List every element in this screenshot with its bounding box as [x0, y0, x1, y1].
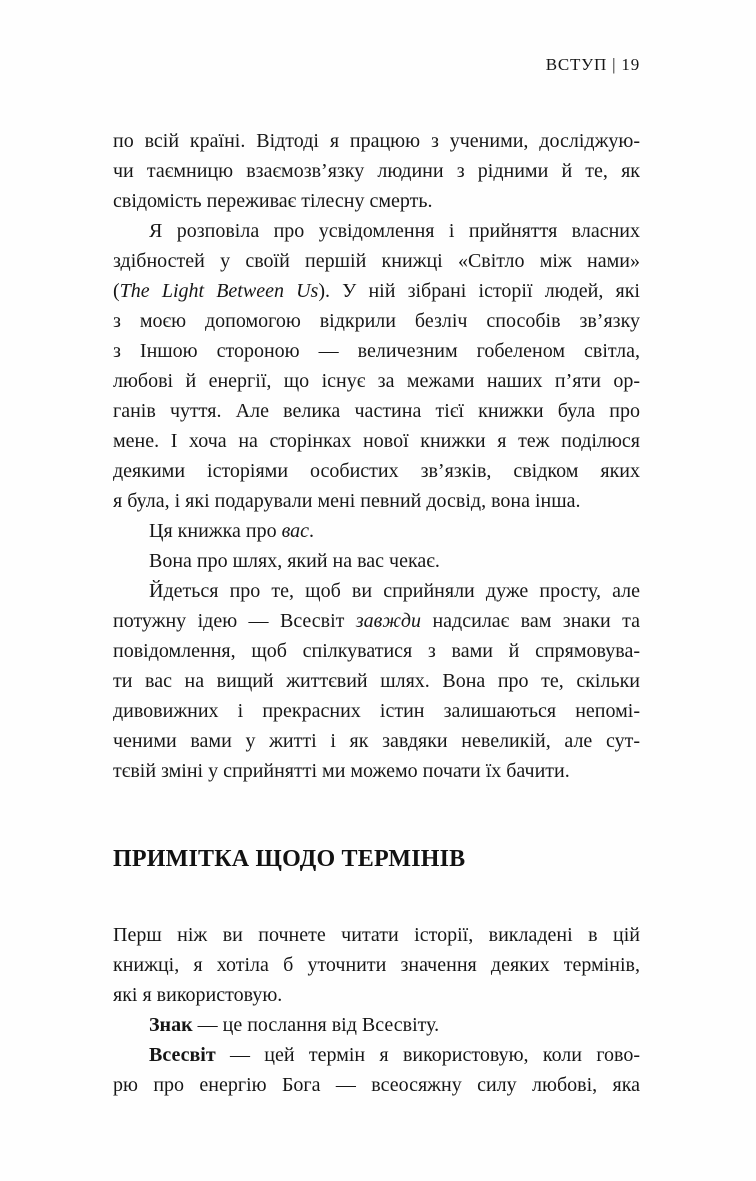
- text-segment: мене. І хоча на сторінках нової книжки я теж поділюся: [113, 430, 640, 452]
- text-line: [113, 696, 640, 726]
- text-line: [113, 246, 640, 276]
- text-line: [113, 756, 640, 786]
- text-segment: по всій країні. Відтоді я працюю з ученими, досліджую-: [113, 130, 640, 152]
- text-segment: надсилає вам знаки та: [421, 610, 640, 632]
- text-segment: з моєю допомогою відкрили безліч способів зв’язку: [113, 310, 640, 332]
- text-line: [113, 636, 640, 666]
- text-segment: Перш ніж ви почнете читати історії, викладені в цій: [113, 924, 640, 946]
- paragraph: [113, 516, 640, 546]
- text-segment: які я використовую.: [113, 984, 283, 1006]
- italic-text: вас: [281, 520, 309, 542]
- bold-term: Всесвіт: [149, 1044, 216, 1066]
- text-segment: свідомість переживає тілесну смерть.: [113, 190, 433, 212]
- text-segment: ченими вами у житті і як завдяки невеликій, але сут-: [113, 730, 640, 752]
- text-line: [113, 606, 640, 636]
- text-line: [113, 516, 640, 546]
- text-line: [113, 216, 640, 246]
- text-line: [113, 1010, 640, 1040]
- italic-text: завжди: [355, 610, 422, 632]
- text-segment: чи таємницю взаємозв’язку людини з рідними й те, як: [113, 160, 640, 182]
- text-segment: Вона про шлях, який на вас чекає.: [149, 550, 440, 572]
- paragraph: [113, 126, 640, 216]
- text-segment: — цей термін я використовую, коли гово-: [215, 1044, 640, 1066]
- text-line: [113, 546, 640, 576]
- text-segment: дивовижних і прекрасних істин залишаються непомі-: [113, 700, 640, 722]
- text-line: [113, 456, 640, 486]
- text-segment: книжці, я хотіла б уточнити значення деяких термінів,: [113, 954, 640, 976]
- text-segment: Йдеться про те, щоб ви сприйняли дуже просту, але: [149, 580, 640, 602]
- text-line: [113, 396, 640, 426]
- text-segment: тєвій зміні у сприйнятті ми можемо почати їх бачити.: [113, 760, 570, 782]
- text-segment: ). У ній зібрані історії людей, які: [318, 280, 640, 302]
- paragraph: [113, 1010, 640, 1040]
- text-line: [113, 666, 640, 696]
- text-line: [113, 980, 640, 1010]
- text-segment: — це послання від Всесвіту.: [192, 1014, 440, 1036]
- text-line: [113, 920, 640, 950]
- text-line: [113, 186, 640, 216]
- text-segment: здібностей у своїй першій книжці «Світло між нами»: [113, 250, 640, 272]
- text-line: [113, 950, 640, 980]
- italic-text: The Light Between Us: [119, 280, 319, 302]
- text-line: [113, 1040, 640, 1070]
- text-segment: ганів чуття. Але велика частина тієї книжки була про: [113, 400, 640, 422]
- text-line: [113, 576, 640, 606]
- text-line: [113, 726, 640, 756]
- text-line: [113, 1070, 640, 1100]
- text-segment: (: [113, 280, 120, 302]
- text-line: [113, 306, 640, 336]
- section-heading: ПРИМІТКА ЩОДО ТЕРМІНІВ: [113, 846, 466, 872]
- text-segment: рю про енергію Бога — всеосяжну силу любові, яка: [113, 1074, 640, 1096]
- text-segment: любові й енергії, що існує за межами наших п’яти ор-: [113, 370, 640, 392]
- paragraph: [113, 576, 640, 786]
- intro-text-block: [113, 126, 640, 786]
- text-line: [113, 486, 640, 516]
- paragraph: [113, 216, 640, 516]
- text-line: [113, 336, 640, 366]
- text-segment: .: [309, 520, 314, 542]
- text-line: [113, 126, 640, 156]
- text-segment: я була, і які подарували мені певний досвід, вона інша.: [113, 490, 581, 512]
- paragraph: [113, 1040, 640, 1100]
- text-segment: потужну ідею — Всесвіт: [113, 610, 356, 632]
- running-header: ВСТУП | 19: [545, 55, 640, 74]
- text-segment: з Іншою стороною — величезним гобеленом світла,: [113, 340, 640, 362]
- paragraph: [113, 920, 640, 1010]
- text-segment: Ця книжка про: [149, 520, 282, 542]
- paragraph: [113, 546, 640, 576]
- text-line: [113, 276, 640, 306]
- text-segment: повідомлення, щоб спілкуватися з вами й спрямовува-: [113, 640, 640, 662]
- terms-text-block: [113, 920, 640, 1100]
- text-segment: ти вас на вищий життєвий шлях. Вона про те, скільки: [113, 670, 640, 692]
- bold-term: Знак: [149, 1014, 193, 1036]
- text-line: [113, 156, 640, 186]
- text-line: [113, 366, 640, 396]
- text-segment: Я розповіла про усвідомлення і прийняття власних: [149, 220, 640, 242]
- text-segment: деякими історіями особистих зв’язків, свідком яких: [113, 460, 640, 482]
- text-line: [113, 426, 640, 456]
